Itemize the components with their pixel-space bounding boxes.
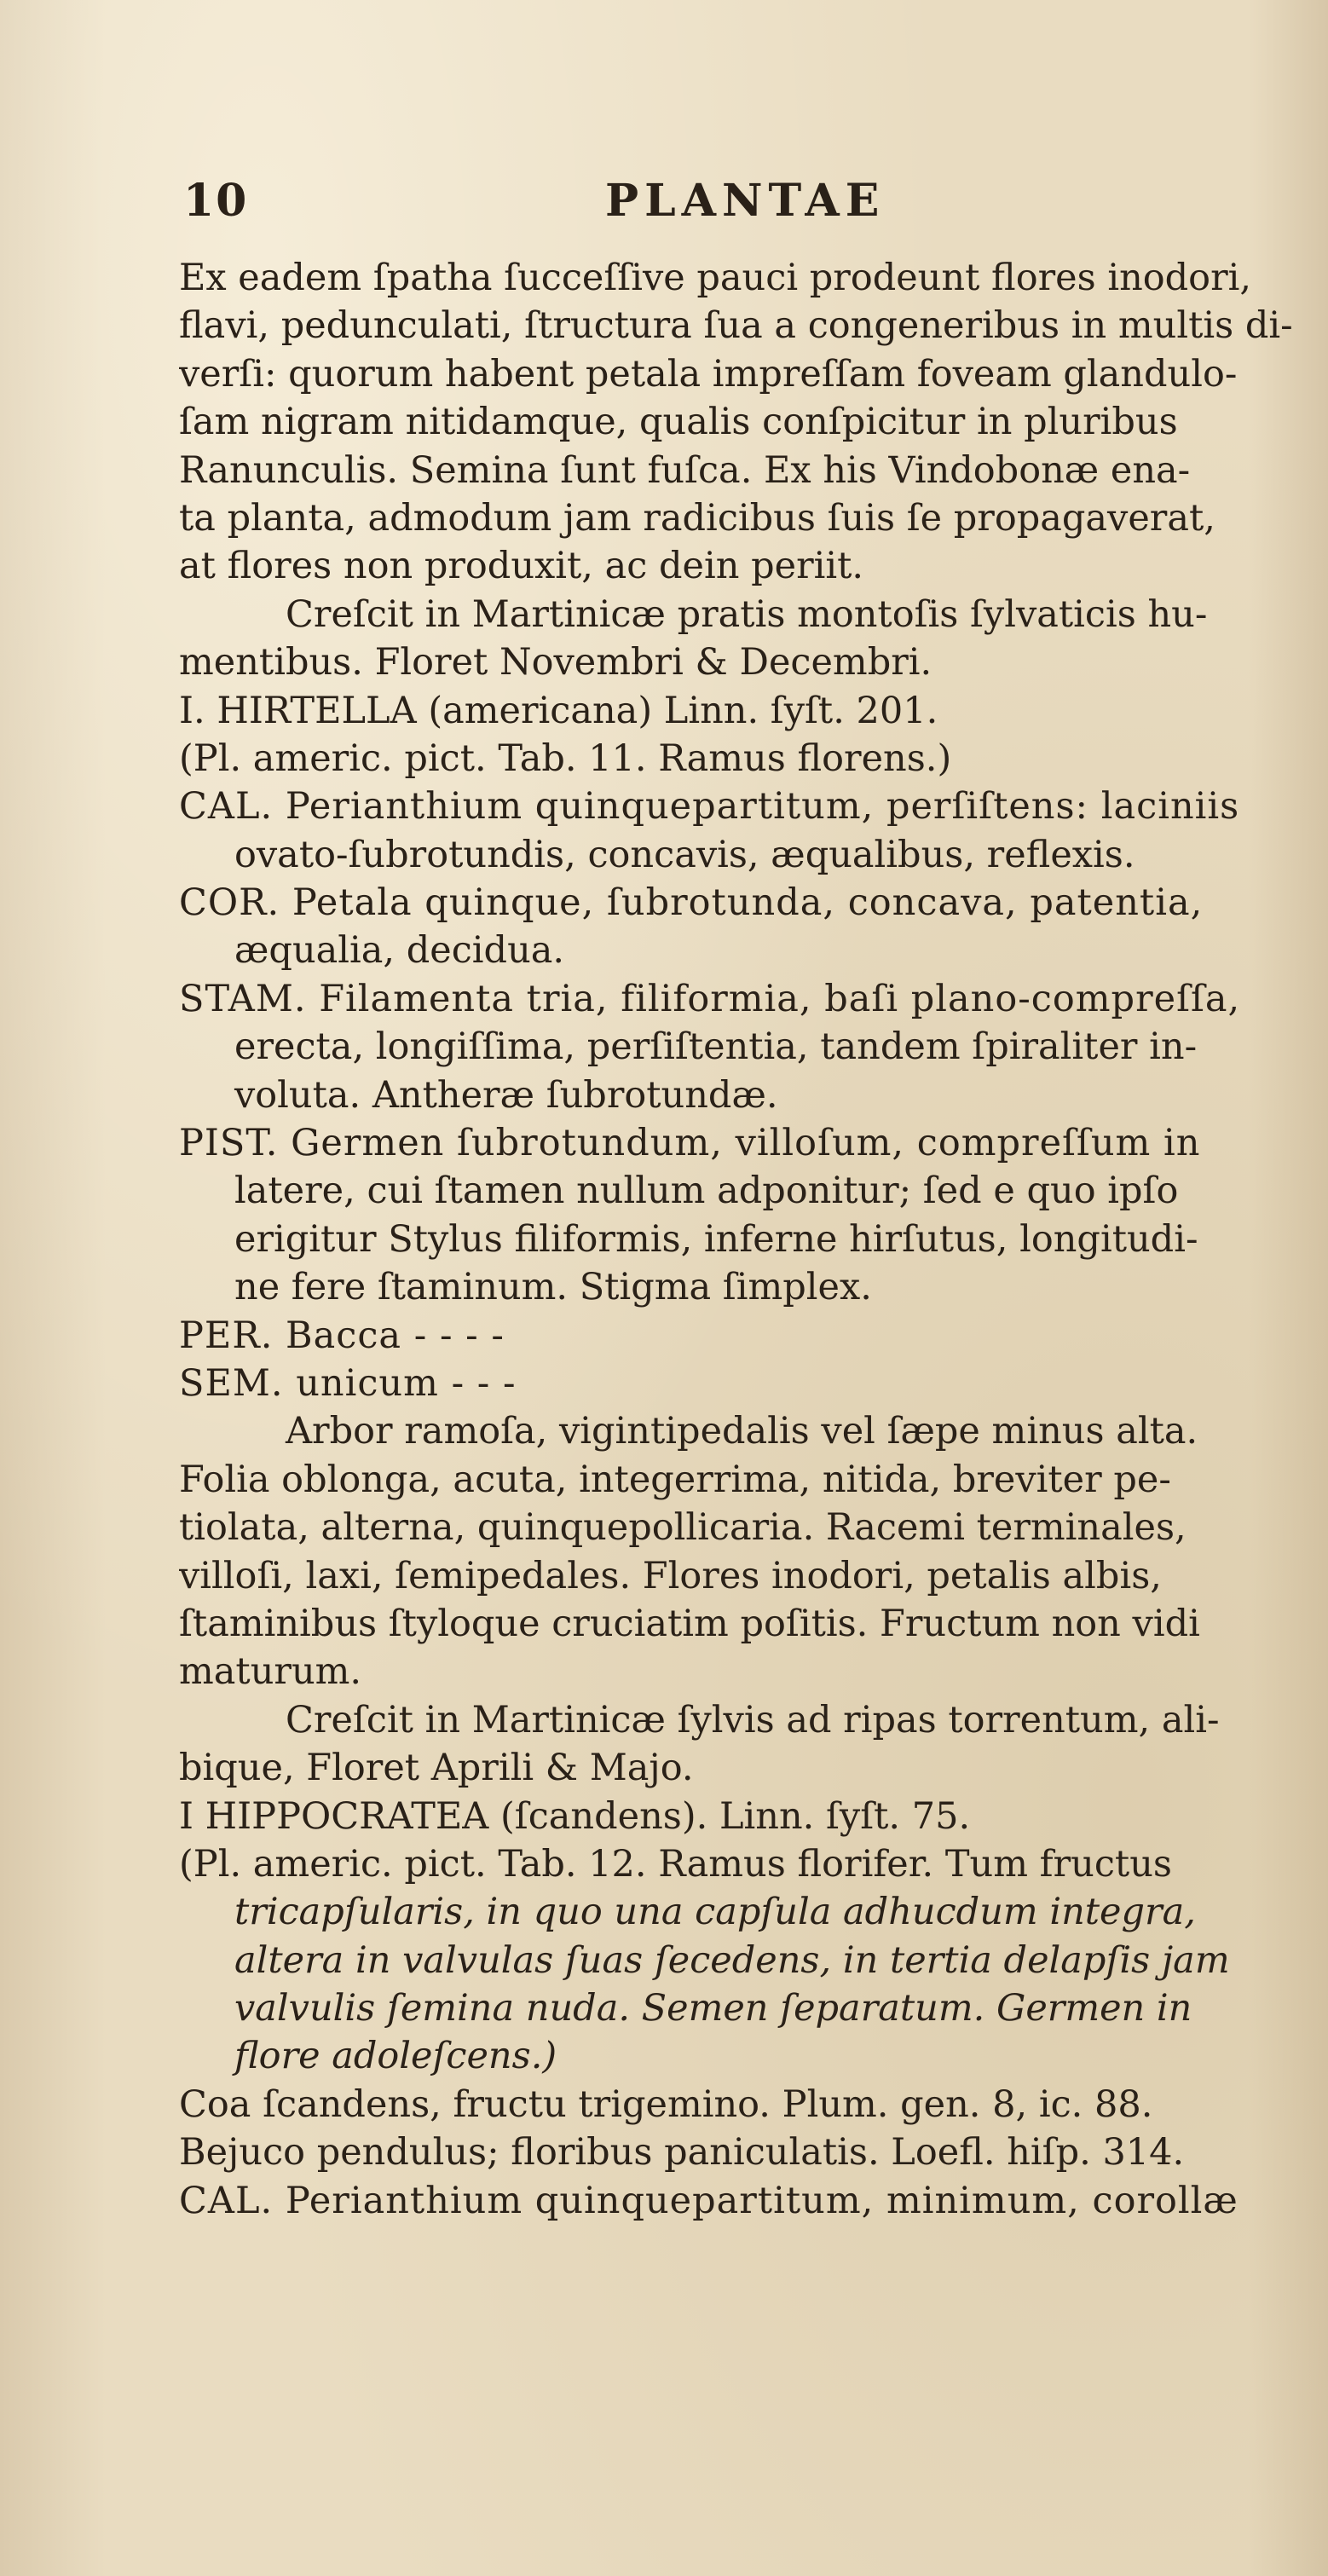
page-number: 10 [183,175,249,227]
text-line: maturum. [179,1650,362,1694]
text-line: (Pl. americ. pict. Tab. 12. Ramus florifer. Tum fructus [179,1842,1172,1886]
text-line: ta planta, admodum jam radicibus ſuis ſe propagaverat, [179,496,1215,540]
text-line: ovato-ſubrotundis, concavis, æqualibus, reflexis. [234,833,1135,876]
text-line: erigitur Stylus filiformis, inferne hirſutus, longitudi- [234,1217,1198,1261]
text-line: at flores non produxit, ac dein periit. [179,545,864,588]
text-line: flavi, pedunculati, ſtructura ſua a congeneribus in multis di- [179,304,1293,348]
text-line: voluta. Antheræ ſubrotundæ. [234,1073,778,1117]
text-line: Creſcit in Martinicæ ſylvis ad ripas torrentum, ali- [286,1698,1220,1741]
text-line: latere, cui ſtamen nullum adponitur; ſed e quo ipſo [234,1170,1179,1213]
text-line: PER. Bacca - - - - [179,1314,505,1357]
text-line: verſi: quorum habent petala impreſſam foveam glandulo- [179,352,1238,396]
text-line: æqualia, decidua. [234,929,565,973]
text-line: ne fere ſtaminum. Stigma ſimplex. [234,1266,872,1309]
text-line: Ranunculis. Semina ſunt fuſca. Ex his Vindobonæ ena- [179,448,1191,492]
text-line: tiolata, alterna, quinquepollicaria. Racemi terminales, [179,1506,1187,1550]
text-line: tricapſularis, in quo una capſula adhucdum integra, [234,1891,1196,1934]
text-line: (Pl. americ. pict. Tab. 11. Ramus florens.) [179,736,952,780]
text-line: Coa ſcandens, fructu trigemino. Plum. gen. 8, ic. 88. [179,2082,1153,2126]
text-line: mentibus. Floret Novembri & Decembri. [179,641,932,684]
text-line: PIST. Germen ſubrotundum, villoſum, compreſſum in [179,1122,1201,1165]
text-line: villoſi, laxi, ſemipedales. Flores inodori, petalis albis, [179,1554,1162,1597]
text-line: Creſcit in Martinicæ pratis montoſis ſylvaticis hu- [286,592,1208,636]
text-body [179,254,1313,2225]
text-line: CAL. Perianthium quinquepartitum, perſiſtens: laciniis [179,785,1240,829]
running-head: PLANTAE [605,175,886,227]
text-line: Ex eadem ſpatha ſucceſſive pauci prodeunt flores inodori, [179,257,1252,299]
text-line: STAM. Filamenta tria, filiformia, baſi plano-compreſſa, [179,977,1241,1020]
text-line: ſam nigram nitidamque, qualis conſpicitur in pluribus [179,401,1178,444]
text-line: CAL. Perianthium quinquepartitum, minimum, corollæ [179,2179,1239,2222]
text-line: SEM. unicum - - - [179,1361,517,1405]
text-line: I. HIRTELLA (americana) Linn. ſyſt. 201. [179,689,938,732]
text-line: COR. Petala quinque, ſubrotunda, concava, patentia, [179,881,1204,925]
text-line: flore adoleſcens.) [234,2035,557,2078]
text-line: ſtaminibus ſtyloque cruciatim poſitis. Fructum non vidi [179,1602,1200,1645]
page-header [183,175,1291,234]
text-line: Folia oblonga, acuta, integerrima, nitida, breviter pe- [179,1458,1171,1501]
text-line: I HIPPOCRATEA (ſcandens). Linn. ſyſt. 75. [179,1794,971,1838]
text-line: Bejuco pendulus; floribus paniculatis. Loefl. hiſp. 314. [179,2131,1185,2175]
text-line: valvulis ſemina nuda. Semen ſeparatum. Germen in [234,1987,1192,2030]
text-line: erecta, longiſſima, perſiſtentia, tandem ſpiraliter in- [234,1025,1198,1069]
text-line: bique, Floret Aprili & Majo. [179,1747,694,1790]
text-line: altera in valvulas ſuas ſecedens, in tertia delapſis jam [234,1938,1230,1982]
text-line: Arbor ramoſa, vigintipedalis vel ſæpe minus alta. [286,1410,1198,1453]
